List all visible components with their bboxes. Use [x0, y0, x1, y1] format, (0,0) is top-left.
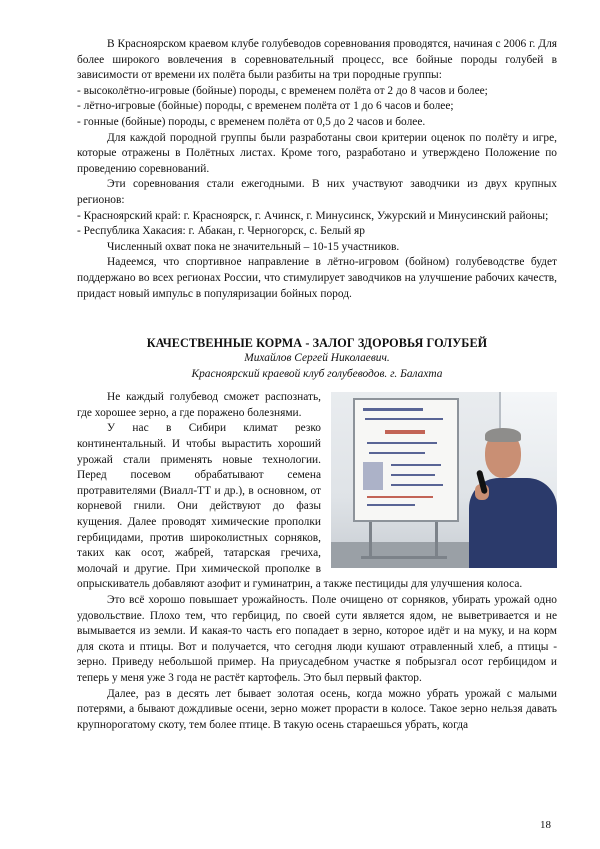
paragraph: В Красноярском краевом клубе голубеводов соревнования проводятся, начиная с 2006 г. Для более широкого вовлечения в соревновательный процесс, все бойные породы голубей в зависимости от времени их полёта были разбиты на три породные группы:: [77, 38, 557, 82]
speaker-photo: [331, 392, 557, 568]
article-title: КАЧЕСТВЕННЫЕ КОРМА - ЗАЛОГ ЗДОРОВЬЯ ГОЛУБЕЙ: [146, 336, 488, 351]
text-column: [77, 37, 557, 733]
article-author: Михайлов Сергей Николаевич.: [244, 352, 390, 365]
paragraph: Не каждый голубевод сможет распознать, где хорошее зерно, а где поражено болезнями.: [77, 391, 321, 419]
paragraph: Эти соревнования стали ежегодными. В них участвуют заводчики из двух крупных регионов:: [77, 178, 557, 206]
paragraph: Для каждой породной группы были разработаны свои критерии оценок по полёту и игре, которые отражены в Полётных листах. Кроме того, разработано и утверждено Положение по проведению соревнований.: [77, 131, 557, 175]
paragraph: У нас в Сибири климат резко континентальный. И чтобы вырастить хороший урожай стали применять новые технологии. Перед посевом обрабатывают семена протравителями (Виалл-ТТ и др.), в основном, от корневой гнили. Они действуют до фазы кущения. Далее проводят химические прополки гербицидами, против широколистных сорняков, таких как осот, жабрей, татарская гречиха, молочай и другие. При химической прополке в опрыскиватель добавляют азофит и гуминатрин, а также пестициды для улучшения колоса.: [77, 422, 523, 591]
list-item: - Красноярский край: г. Красноярск, г. Ачинск, г. Минусинск, Ужурский и Минусинский районы;: [77, 209, 549, 222]
paragraph: Надеемся, что спортивное направление в лётно-игровом (бойном) голубеводстве будет поддержано во всех регионах России, что стимулирует заводчиков на улучшение рабочих качеств, придаст новый импульс в популяризации бойных пород.: [77, 256, 557, 300]
list-item: - лётно-игровые (бойные) породы, с временем полёта от 1 до 6 часов и более;: [77, 100, 454, 113]
paragraph: Численный охват пока не значительный – 10-15 участников.: [107, 240, 400, 253]
article-body: [77, 390, 557, 733]
article-affiliation: Красноярский краевой клуб голубеводов. г. Балахта: [191, 367, 443, 380]
list-item: - высоколётно-игровые (бойные) породы, с временем полёта от 2 до 8 часов и более;: [77, 84, 488, 97]
section-gap: [77, 302, 557, 335]
flipchart: [353, 398, 459, 522]
page-number: 18: [540, 819, 551, 831]
list-item: - гонные (бойные) породы, с временем полёта от 0,5 до 2 часов и более.: [77, 115, 426, 128]
paragraph: Далее, раз в десять лет бывает золотая осень, когда можно убрать урожай с малыми потерями, а бывают дождливые осени, зерно может прорасти в колосе. Такое зерно нельзя давать крупнорогатому скоту, тем более птице. В такую осень стараешься убрать, когда: [77, 687, 557, 731]
list-item: - Республика Хакасия: г. Абакан, г. Черногорск, с. Белый яр: [77, 225, 365, 238]
paragraph: Это всё хорошо повышает урожайность. Поле очищено от сорняков, убирать урожай одно удовольствие. Плохо тем, что гербицид, по своей сути является ядом, не выветривается и не вымывается из земли. И какая-то часть его попадает в зерно, которое идёт и на муку, и на корм для скота и птицы. Вот и получается, что сегодня люди кушают отравленный хлеб, а птицы - зерно. Приведу небольшой пример. На приусадебном участке я побрызгал осот гербицидом и теперь у меня уже 3 года не растёт картофель. Это был первый фактор.: [77, 594, 557, 684]
